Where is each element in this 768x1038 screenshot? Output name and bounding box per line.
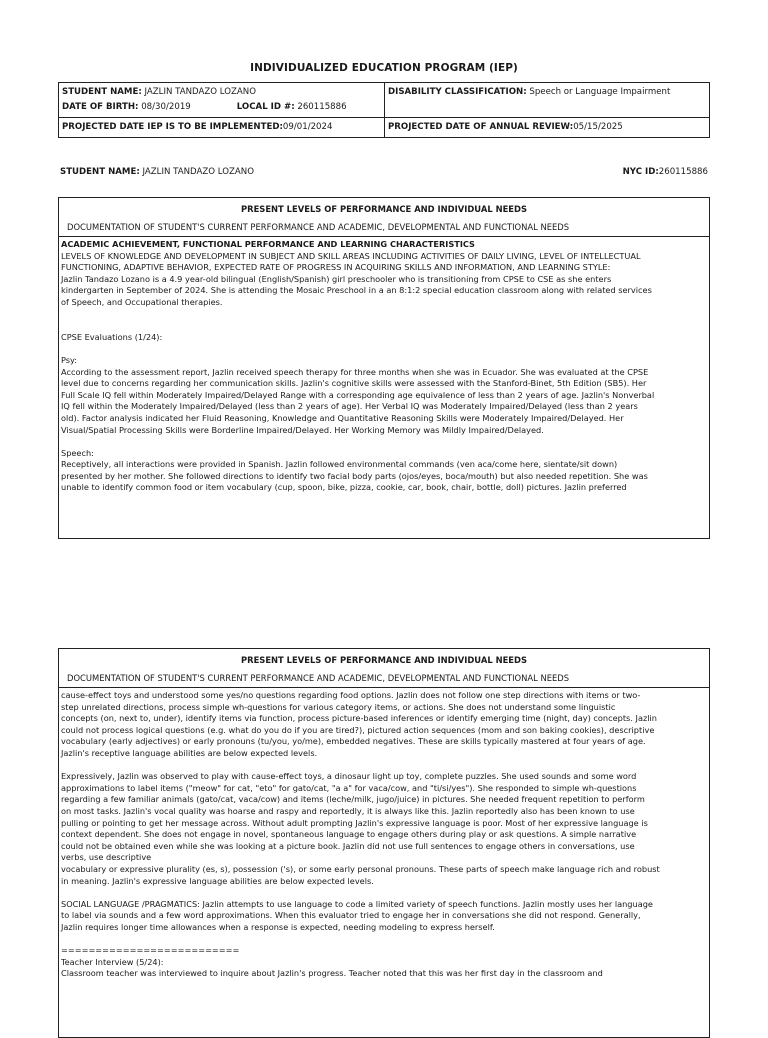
text-line: Classroom teacher was interviewed to inquire about Jazlin's progress. Teacher noted that this was her first day in the classroom and — [61, 968, 603, 979]
text-line: verbs, use descriptive — [61, 852, 152, 863]
text-line: Expressively, Jazlin was observed to play with cause-effect toys, a dinosaur light up toy, complete puzzles. She used sounds and some word — [61, 771, 637, 782]
text-line: Visual/Spatial Processing Skills were Borderline Impaired/Delayed. Her Working Memory was Mildly Impaired/Delayed. — [61, 424, 544, 435]
text-line: According to the assessment report, Jazlin received speech therapy for three months when she was in Ecuador. She was evaluated at the CPSE — [61, 366, 649, 377]
local-id-label: LOCAL ID #: — [236, 102, 295, 112]
disability-value: Speech or Language Impairment — [529, 87, 671, 97]
text-line: vocabulary (early adjectives) or early pronouns (tu/you, yo/me), embedded negatives. These are skills typically mastered at four years of age. — [61, 736, 646, 747]
text-line: IQ fell within the Moderately Impaired/Delayed (less than 2 years of age). Her Verbal IQ was Moderately Impaired/Delayed (less than 2 years — [61, 401, 638, 412]
text-line: approximations to label items ("meow" for cat, "eto" for gato/cat, "a a" for vaca/cow, and "ti/si/yes"). She responded to simple wh-questions — [61, 782, 637, 793]
review-label: PROJECTED DATE OF ANNUAL REVIEW: — [388, 122, 574, 132]
dob-value: 08/30/2019 — [141, 102, 191, 112]
text-line: regarding a few familiar animals (gato/cat, vaca/cow) and items (leche/milk, jugo/juice) in pictures. She needed frequent repetition to perform — [61, 794, 645, 805]
text-line: Jazlin requires longer time allowances when a response is expected, needing modeling to express herself. — [61, 921, 495, 932]
student-name-label-2: STUDENT NAME: — [60, 167, 140, 177]
student-info-table — [58, 82, 710, 138]
text-line: in meaning. Jazlin's expressive language abilities are below expected levels. — [61, 875, 374, 886]
review-value: 05/15/2025 — [573, 122, 623, 132]
present-levels-section-2 — [58, 648, 710, 1038]
text-line: cause-effect toys and understood some yes/no questions regarding food options. Jazlin does not follow one step directions with items or two- — [61, 690, 641, 700]
text-line: level due to concerns regarding her communication skills. Jazlin's cognitive skills were assessed with the Stanford-Binet, 5th Edition (SB5). Her — [61, 378, 647, 389]
student-name-row — [60, 167, 708, 177]
text-line — [61, 887, 707, 899]
section-header-2: PRESENT LEVELS OF PERFORMANCE AND INDIVIDUAL NEEDS — [240, 655, 528, 665]
section-body-1 — [59, 237, 709, 531]
page2-text — [61, 690, 707, 980]
text-line — [61, 933, 707, 945]
text-line: to label via sounds and a few word approximations. When this evaluator tried to engage her in conversations she did not respond. Generally, — [61, 910, 641, 921]
section-subheader: DOCUMENTATION OF STUDENT'S CURRENT PERFORMANCE AND ACADEMIC, DEVELOPMENTAL AND FUNCTIONAL NEEDS — [59, 219, 709, 237]
text-line: Speech: — [61, 447, 94, 458]
text-line: SOCIAL LANGUAGE /PRAGMATICS: Jazlin attempts to use language to code a limited variety of speech functions. Jazlin mostly uses her language — [61, 898, 653, 909]
text-line — [61, 309, 707, 321]
text-line: Teacher Interview (5/24): — [61, 956, 164, 967]
student-name: JAZLIN TANDAZO LOZANO — [144, 87, 256, 97]
text-line: unable to identify common food or item vocabulary (cup, spoon, bike, pizza, cookie, car, book, chair, bottle, doll) pictures. Jazlin preferred — [61, 482, 627, 493]
text-line — [61, 320, 707, 332]
text-line: Receptively, all interactions were provided in Spanish. Jazlin followed environmental commands (ven aca/come here, sientate/sit down) — [61, 459, 618, 470]
text-line: LEVELS OF KNOWLEDGE AND DEVELOPMENT IN SUBJECT AND SKILL AREAS INCLUDING ACTIVITIES OF DAILY LIVING, LEVEL OF INTELLECTUAL — [61, 250, 641, 261]
text-line: ========================== — [61, 945, 240, 956]
text-line: could not process logical questions (e.g. what do you do if you are tired?), pictured action sequences (mom and son baking cookies), descriptive — [61, 724, 655, 735]
text-line: concepts (on, next to, under), identify items via function, process picture-based inferences or identify emerging time (night, day) concepts. Jazlin — [61, 713, 657, 724]
academic-heading: ACADEMIC ACHIEVEMENT, FUNCTIONAL PERFORMANCE AND LEARNING CHARACTERISTICS — [61, 239, 475, 249]
text-line: Full Scale IQ fell within Moderately Impaired/Delayed Range with a corresponding age equivalence of less than 2 years of age. Jazlin's Nonverbal — [61, 389, 655, 400]
text-line: of Speech, and Occupational therapies. — [61, 296, 223, 307]
nyc-id-value: 260115886 — [658, 167, 708, 177]
text-line — [61, 760, 707, 772]
present-levels-section-1 — [58, 197, 710, 539]
text-line: Psy: — [61, 354, 78, 365]
nyc-id-label: NYC ID: — [622, 167, 659, 177]
text-line: pulling or pointing to get her message across. Without adult prompting Jazlin's expressive language is poor. Most of her expressive language is — [61, 817, 648, 828]
student-name-label: STUDENT NAME: — [62, 87, 142, 97]
iep-impl-label: PROJECTED DATE IEP IS TO BE IMPLEMENTED: — [62, 122, 283, 132]
text-line: step unrelated directions, process simple wh-questions for various category items, or actions. She does not understand some linguistic — [61, 701, 616, 712]
text-line: CPSE Evaluations (1/24): — [61, 331, 163, 342]
disability-cell — [385, 83, 710, 118]
nyc-id — [623, 167, 708, 177]
text-line: kindergarten in September of 2024. She is attending the Mosaic Preschool in a an 8:1:2 special education classroom along with related services — [61, 285, 652, 296]
text-line: presented by her mother. She followed directions to identify two facial body parts (ojos/eyes, boca/mouth) but also needed repetition. She was — [61, 470, 648, 481]
text-line — [61, 343, 707, 355]
dob-label: DATE OF BIRTH: — [62, 102, 139, 112]
iep-impl-value: 09/01/2024 — [282, 122, 333, 132]
text-line: on most tasks. Jazlin's vocal quality was hoarse and raspy and reportedly, it is always like this. Jazlin reportedly also has been known to use — [61, 805, 635, 816]
iep-implementation-cell — [59, 118, 385, 138]
text-line: vocabulary or expressive plurality (es, s), possession ('s), or some early personal pronouns. These parts of speech make language rich and robust — [61, 863, 660, 874]
text-line — [61, 436, 707, 448]
text-line: old). Factor analysis indicated her Fluid Reasoning, Knowledge and Quantitative Reasoning Skills were Moderately Impaired/Delayed. Her — [61, 412, 624, 423]
text-line: FUNCTIONING, ADAPTIVE BEHAVIOR, EXPECTED RATE OF PROGRESS IN ACQUIRING SKILLS AND INFORMATION, AND LEARNING STYLE: — [61, 262, 611, 273]
section-subheader-2: DOCUMENTATION OF STUDENT'S CURRENT PERFORMANCE AND ACADEMIC, DEVELOPMENTAL AND FUNCTIONAL NEEDS — [59, 670, 709, 688]
disability-label: DISABILITY CLASSIFICATION: — [388, 87, 527, 97]
annual-review-cell — [385, 118, 710, 138]
text-line: Jazlin Tandazo Lozano is a 4.9 year-old bilingual (English/Spanish) girl preschooler who is transitioning from CPSE to CSE as she enters — [61, 273, 612, 284]
page1-text — [61, 251, 707, 494]
section-header: PRESENT LEVELS OF PERFORMANCE AND INDIVIDUAL NEEDS — [240, 204, 528, 214]
text-line: context dependent. She does not engage in novel, spontaneous language to engage others during play or ask questions. A simple narrative — [61, 829, 637, 840]
student-info-cell — [59, 83, 385, 118]
local-id-value: 260115886 — [297, 102, 347, 112]
text-line: Jazlin's receptive language abilities are below expected levels. — [61, 747, 318, 758]
text-line: could not be obtained even while she was looking at a picture book. Jazlin did not use full sentences to engage others in conversations, use — [61, 840, 635, 851]
section-body-2 — [59, 688, 709, 1030]
student-name-2: JAZLIN TANDAZO LOZANO — [142, 167, 254, 177]
document-title: INDIVIDUALIZED EDUCATION PROGRAM (IEP) — [250, 62, 518, 74]
